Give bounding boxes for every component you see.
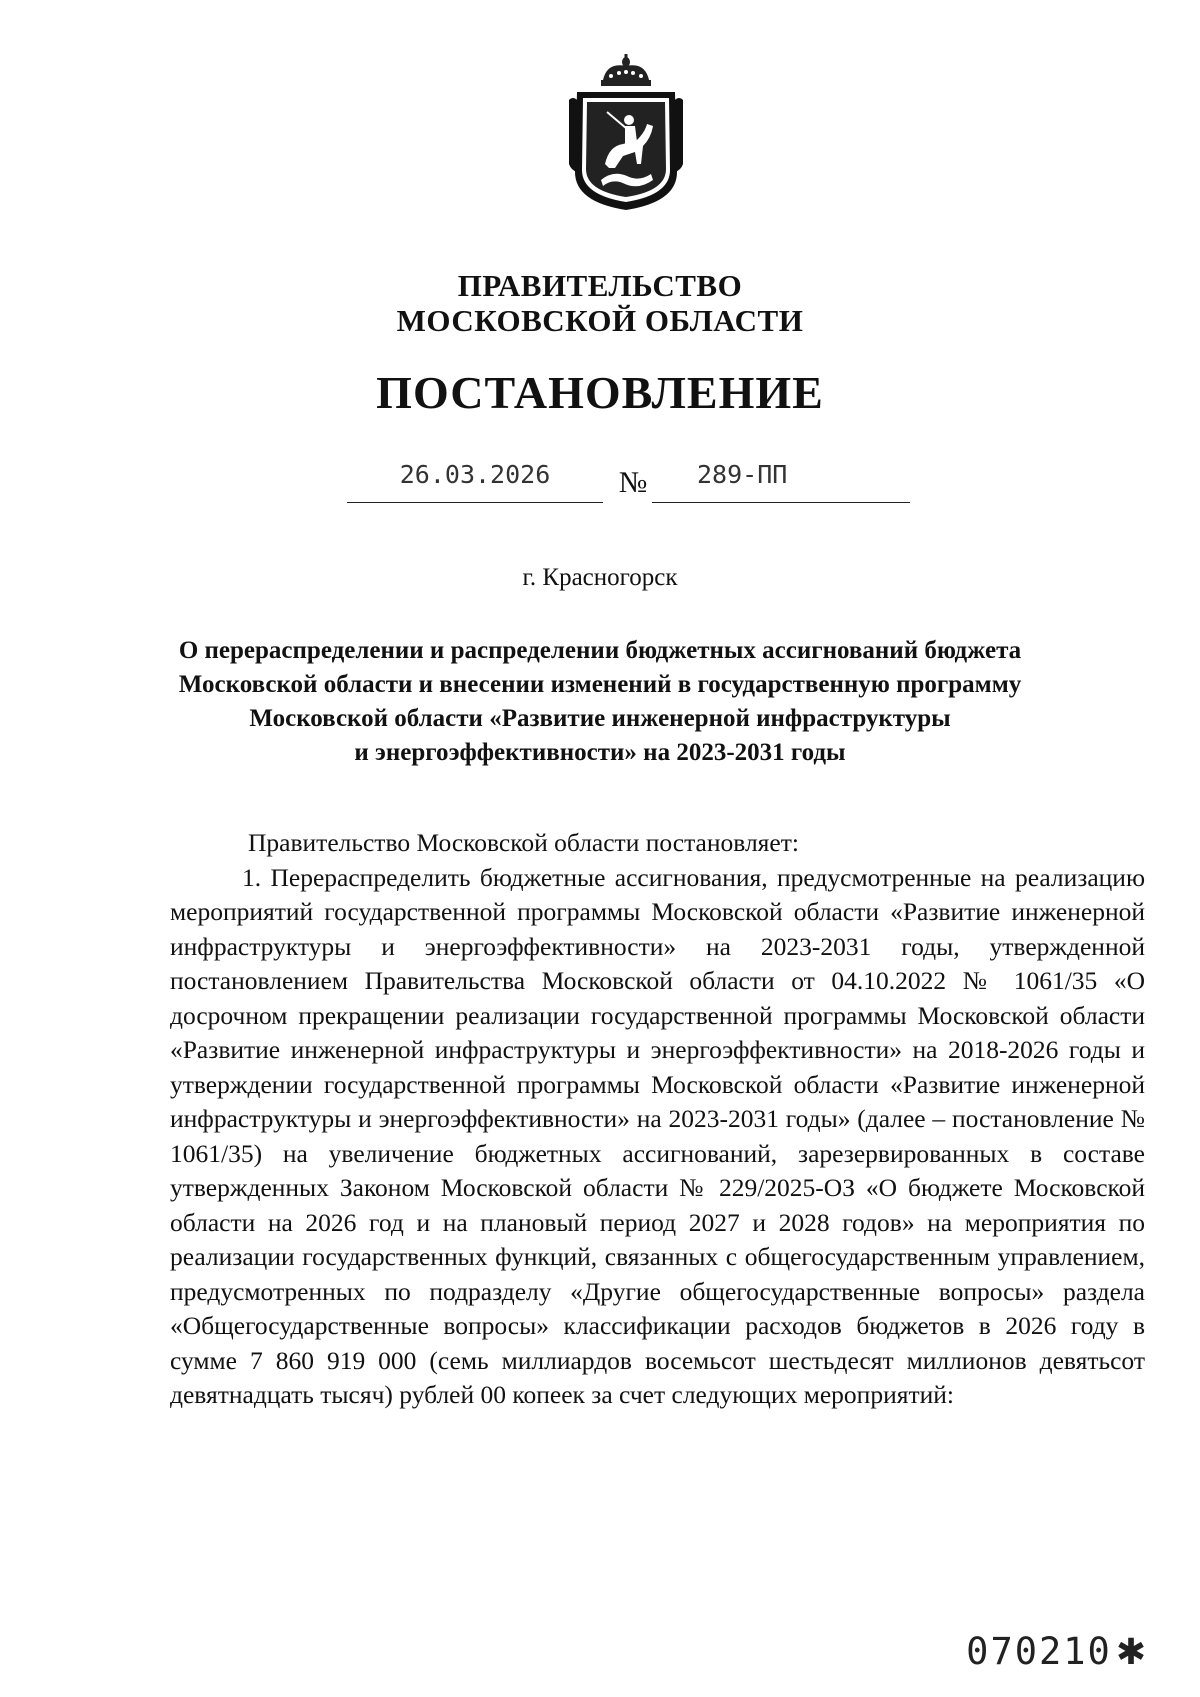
document-number-field [652,455,910,503]
document-title [160,634,1040,770]
body-paragraph-1: 1. Перераспределить бюджетные ассигнования, предусмотренные на реализацию мероприятий государственной программы Московской области «Развитие инженерной инфраструктуры и энергоэффективности» на 2023-2031 годы, утвержденной постановлением Правительства Московской области от 04.10.2022 № 1061/35 «О досрочном прекращении реализации государственной программы Московской области «Развитие инженерной инфраструктуры и энергоэффективности» на 2018-2026 годы и утверждении государственной программы Московской области «Развитие инженерной инфраструктуры и энергоэффективности» на 2023-2031 годы» (далее – постановление № 1061/35) на увеличение бюджетных ассигнований, зарезервированных в составе утвержденных Законом Московской области № 229/2025-ОЗ «О бюджете Московской области на 2026 год и на плановый период 2027 и 2028 годов» на мероприятия по реализации государственных функций, связанных с общегосударственным управлением, предусмотренных по подразделу «Другие общегосударственные вопросы» раздела «Общегосударственные вопросы» классификации расходов бюджетов в 2026 году в сумме 7 860 919 000 (семь миллиардов восемьсот шестьдесят миллионов девятьсот девятнадцать тысяч) рублей 00 копеек за счет следующих мероприятий: [170,862,1145,1409]
city: г. Красногорск [522,564,678,591]
government-name-line2: МОСКОВСКОЙ ОБЛАСТИ [396,303,804,338]
body-intro: Правительство Московской области постановляет: [248,828,799,857]
asterisk-mark: ✱ [1115,1632,1148,1673]
footer-code-text: 070210 [966,1630,1112,1673]
government-name-line1: ПРАВИТЕЛЬСТВО [457,268,743,303]
document-date: 26.03.2026 [347,455,603,503]
title-line: Московской области «Развитие инженерной инфраструктуры [249,705,951,732]
title-line: и энергоэффективности» на 2023-2031 годы [354,739,846,766]
number-sign: № [618,466,648,499]
title-line: Московской области и внесении изменений в государственную программу [178,671,1022,698]
title-line: О перераспределении и распределении бюджетных ассигнований бюджета [178,637,1022,664]
document-body [170,826,1145,1413]
document-type: ПОСТАНОВЛЕНИЕ [376,367,824,418]
registration-row [0,455,1200,505]
document-footer-code [966,1630,1148,1673]
document-number: 289-ПП [697,460,788,489]
coat-of-arms-icon [567,52,685,212]
